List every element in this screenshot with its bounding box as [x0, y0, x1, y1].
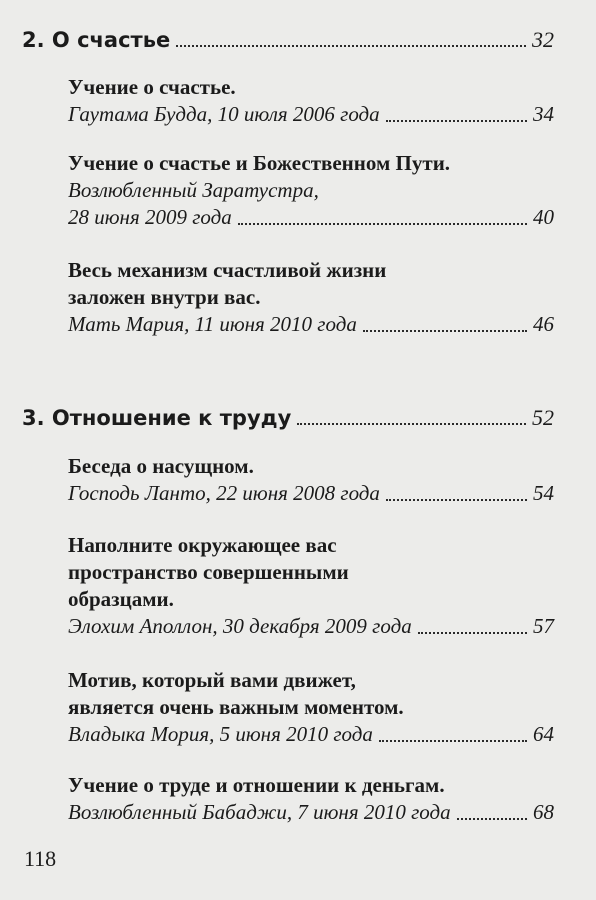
section-page-number: 32	[532, 27, 554, 52]
entry-author-line	[68, 204, 554, 231]
section-heading	[22, 27, 554, 53]
toc-entry	[68, 772, 554, 826]
entry-title-continued: является очень важным моментом.	[68, 695, 404, 719]
entry-author-line	[68, 721, 554, 748]
entry-author-line	[68, 480, 554, 507]
entry-author: Мать Мария, 11 июня 2010 года	[68, 312, 357, 336]
entry-page-number: 57	[533, 614, 554, 638]
entry-author-line	[68, 799, 554, 826]
toc-entry	[68, 532, 554, 640]
toc-entry	[68, 453, 554, 507]
entry-title-continued: заложен внутри вас.	[68, 285, 261, 309]
entry-author: Возлюбленный Заратустра,	[68, 178, 319, 202]
leader-dots	[386, 499, 527, 501]
leader-dots	[363, 330, 527, 332]
entry-author: Владыка Мория, 5 июня 2010 года	[68, 722, 373, 746]
entry-title-continued: образцами.	[68, 587, 174, 611]
leader-dots	[386, 120, 527, 122]
page-number: 118	[24, 846, 57, 871]
leader-dots	[379, 740, 527, 742]
toc-entry	[68, 257, 554, 338]
leader-dots	[297, 423, 526, 425]
entry-author: Гаутама Будда, 10 июля 2006 года	[68, 102, 380, 126]
toc-entry	[68, 667, 554, 748]
entry-page-number: 46	[533, 312, 554, 336]
entry-author-line	[68, 613, 554, 640]
entry-date: 28 июня 2009 года	[68, 205, 232, 229]
leader-dots	[457, 818, 527, 820]
entry-title: Весь механизм счастливой жизни	[68, 258, 387, 282]
entry-page-number: 40	[533, 205, 554, 229]
leader-dots	[176, 45, 526, 47]
entry-page-number: 68	[533, 800, 554, 824]
entry-page-number: 54	[533, 481, 554, 505]
section-title: 3. Отношение к труду	[22, 406, 292, 430]
section-heading	[22, 405, 554, 431]
leader-dots	[238, 223, 527, 225]
entry-author-line	[68, 101, 554, 128]
entry-title: Мотив, который вами движет,	[68, 668, 356, 692]
entry-title: Наполните окружающее вас	[68, 533, 337, 557]
entry-title: Учение о счастье и Божественном Пути.	[68, 151, 451, 175]
section-title: 2. О счастье	[22, 28, 171, 52]
toc-entry	[68, 150, 554, 231]
entry-title: Учение о труде и отношении к деньгам.	[68, 773, 445, 797]
entry-author: Возлюбленный Бабаджи, 7 июня 2010 года	[68, 800, 451, 824]
entry-author-line	[68, 311, 554, 338]
entry-author: Элохим Аполлон, 30 декабря 2009 года	[68, 614, 412, 638]
entry-title: Учение о счастье.	[68, 75, 236, 99]
entry-page-number: 34	[533, 102, 554, 126]
entry-title: Беседа о насущном.	[68, 454, 254, 478]
entry-title-continued: пространство совершенными	[68, 560, 349, 584]
toc-entry	[68, 74, 554, 128]
section-page-number: 52	[532, 405, 554, 430]
entry-page-number: 64	[533, 722, 554, 746]
leader-dots	[418, 632, 527, 634]
entry-author: Господь Ланто, 22 июня 2008 года	[68, 481, 380, 505]
